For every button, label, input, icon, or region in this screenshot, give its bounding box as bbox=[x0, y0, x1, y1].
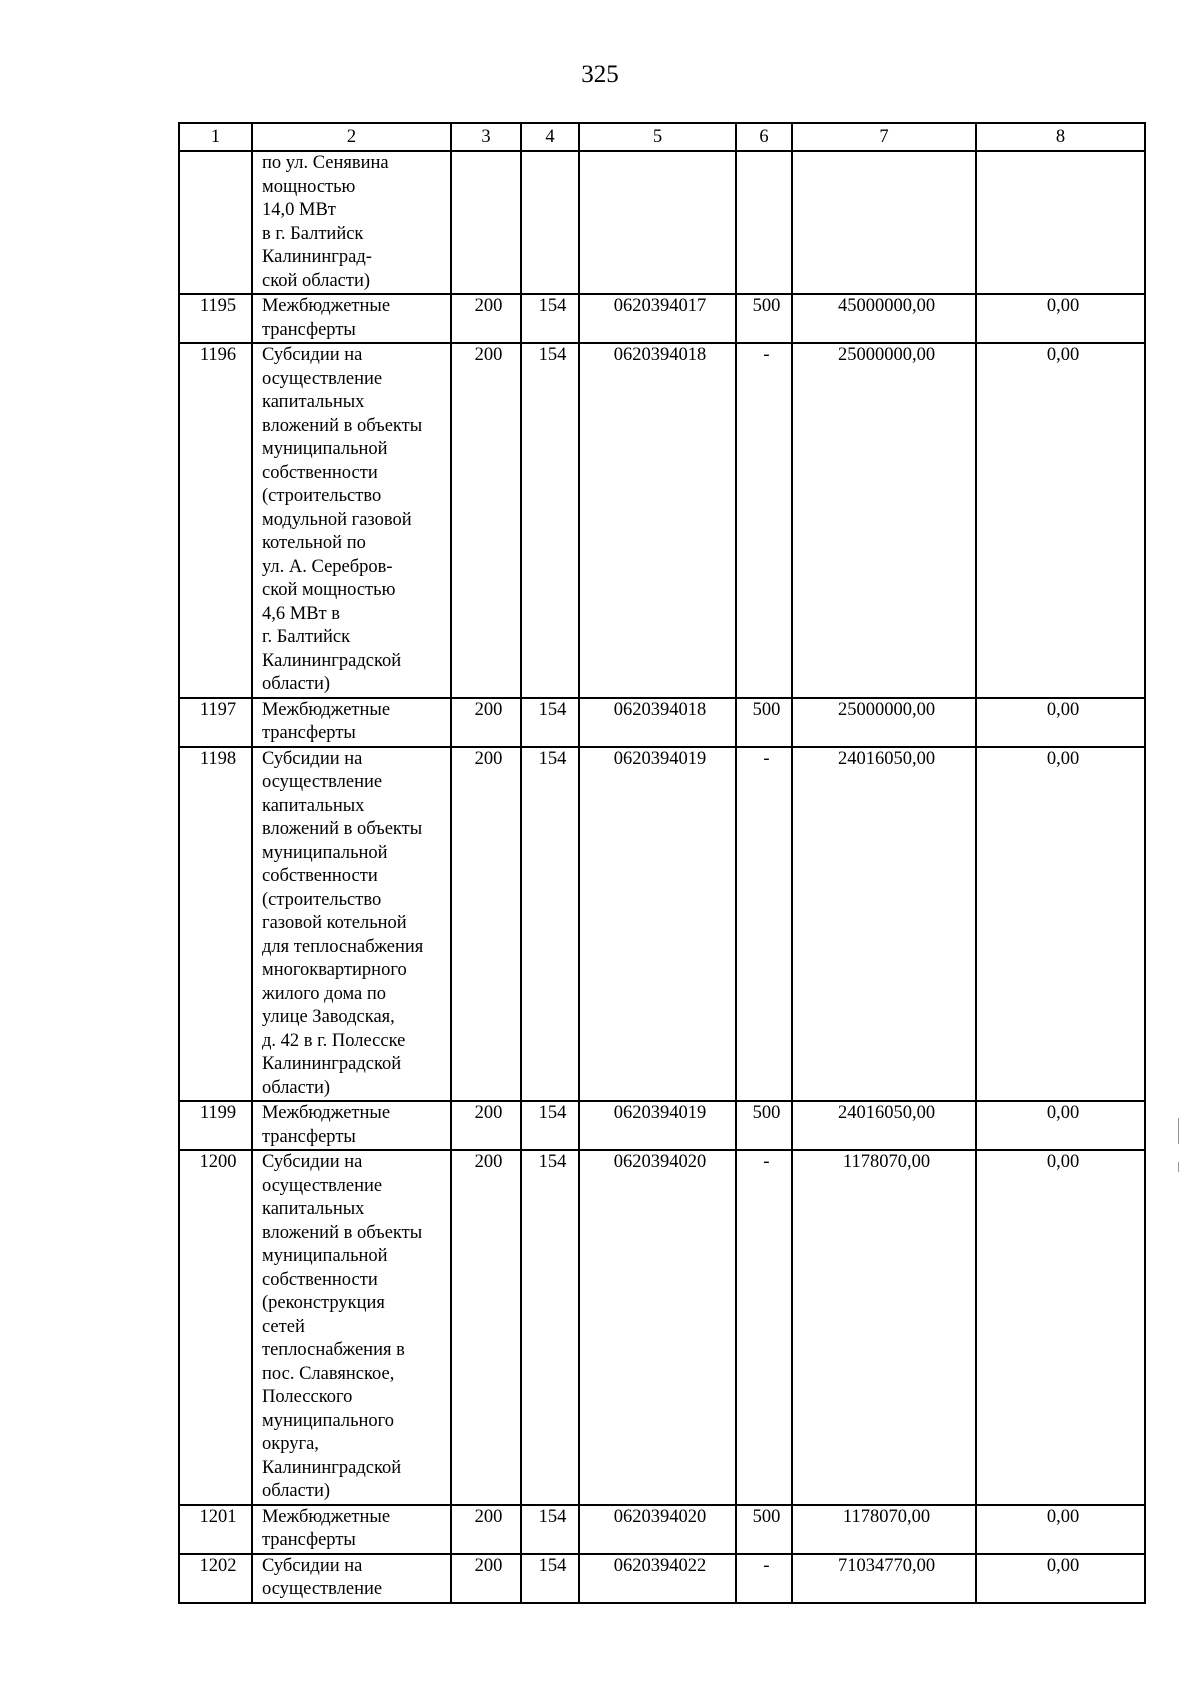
code-4-cell: 154 bbox=[521, 1505, 579, 1554]
expense-type-cell: 500 bbox=[736, 698, 792, 747]
amount-col-8-cell: 0,00 bbox=[976, 1505, 1145, 1554]
item-name-line: осуществление bbox=[262, 1579, 383, 1599]
item-name-line: осуществление bbox=[262, 368, 383, 389]
item-name-line: ской области) bbox=[262, 270, 371, 291]
item-name-cell bbox=[252, 343, 451, 698]
item-name-line: сетей bbox=[262, 1316, 305, 1337]
item-name-line: модульной газовой bbox=[262, 509, 412, 530]
table-row bbox=[179, 151, 1145, 294]
table-row bbox=[179, 294, 1145, 343]
column-header: 3 bbox=[451, 123, 521, 151]
row-number-cell: 1202 bbox=[179, 1554, 252, 1603]
item-name-line: области) bbox=[262, 1077, 331, 1098]
item-name-line: (строительство bbox=[262, 486, 382, 506]
row-number-cell: 1199 bbox=[179, 1101, 252, 1150]
column-header: 5 bbox=[579, 123, 736, 151]
expense-type-cell: 500 bbox=[736, 1101, 792, 1150]
column-header: 4 bbox=[521, 123, 579, 151]
header-row bbox=[179, 123, 1145, 151]
item-name-line: Калининград- bbox=[262, 247, 372, 267]
target-article-code-cell bbox=[579, 151, 736, 294]
item-name-line: (реконструкция bbox=[262, 1293, 385, 1313]
item-name-line: по ул. Сенявина bbox=[262, 153, 389, 173]
item-name-line: капитальных bbox=[262, 1199, 365, 1219]
amount-cell: 1178070,00 bbox=[792, 1150, 976, 1505]
scan-mark bbox=[1178, 1162, 1179, 1172]
item-name-cell bbox=[252, 151, 451, 294]
item-name-line: трансферты bbox=[262, 1530, 356, 1550]
amount-cell: 71034770,00 bbox=[792, 1554, 976, 1603]
amount-col-8-cell: 0,00 bbox=[976, 294, 1145, 343]
item-name-line: округа, bbox=[262, 1434, 319, 1454]
item-name-line: Калининградской bbox=[262, 1054, 402, 1074]
item-name-line: (строительство bbox=[262, 889, 382, 910]
item-name-line: муниципального bbox=[262, 1410, 395, 1431]
item-name-line: Субсидии на bbox=[262, 1152, 363, 1172]
column-header: 6 bbox=[736, 123, 792, 151]
item-name-line: газовой котельной bbox=[262, 913, 407, 933]
item-name-line: собственности bbox=[262, 866, 378, 886]
item-name-line: собственности bbox=[262, 1269, 378, 1290]
code-3-cell: 200 bbox=[451, 698, 521, 747]
budget-table bbox=[178, 122, 1146, 1604]
item-name-line: Полесского bbox=[262, 1387, 353, 1407]
item-name-line: области) bbox=[262, 1481, 331, 1501]
table-row bbox=[179, 698, 1145, 747]
expense-type-cell: - bbox=[736, 747, 792, 1102]
code-3-cell: 200 bbox=[451, 747, 521, 1102]
expense-type-cell: 500 bbox=[736, 1505, 792, 1554]
code-4-cell: 154 bbox=[521, 698, 579, 747]
amount-cell: 25000000,00 bbox=[792, 343, 976, 698]
item-name-line: ул. А. Серебров- bbox=[262, 556, 393, 577]
amount-cell: 1178070,00 bbox=[792, 1505, 976, 1554]
expense-type-cell: 500 bbox=[736, 294, 792, 343]
code-4-cell: 154 bbox=[521, 1150, 579, 1505]
table-row bbox=[179, 1505, 1145, 1554]
amount-col-8-cell: 0,00 bbox=[976, 698, 1145, 747]
item-name-line: котельной по bbox=[262, 533, 366, 553]
item-name-cell bbox=[252, 1554, 451, 1603]
table-row bbox=[179, 343, 1145, 698]
expense-type-cell: - bbox=[736, 343, 792, 698]
item-name-line: в г. Балтийск bbox=[262, 223, 364, 244]
item-name-line: 14,0 МВт bbox=[262, 200, 336, 220]
amount-cell: 25000000,00 bbox=[792, 698, 976, 747]
code-3-cell: 200 bbox=[451, 1505, 521, 1554]
item-name-line: г. Балтийск bbox=[262, 627, 351, 647]
code-4-cell: 154 bbox=[521, 1101, 579, 1150]
amount-cell bbox=[792, 151, 976, 294]
item-name-line: вложений в объекты bbox=[262, 415, 423, 436]
item-name-line: пос. Славянское, bbox=[262, 1363, 395, 1384]
item-name-line: осуществление bbox=[262, 772, 383, 792]
item-name-cell bbox=[252, 1101, 451, 1150]
item-name-line: 4,6 МВт в bbox=[262, 603, 340, 624]
item-name-line: ской мощностью bbox=[262, 580, 396, 600]
item-name-line: области) bbox=[262, 674, 331, 694]
expense-type-cell bbox=[736, 151, 792, 294]
code-3-cell: 200 bbox=[451, 1554, 521, 1603]
amount-cell: 24016050,00 bbox=[792, 747, 976, 1102]
item-name-line: Межбюджетные bbox=[262, 699, 391, 720]
row-number-cell: 1198 bbox=[179, 747, 252, 1102]
item-name-line: собственности bbox=[262, 462, 378, 483]
code-3-cell: 200 bbox=[451, 1101, 521, 1150]
amount-col-8-cell: 0,00 bbox=[976, 1150, 1145, 1505]
column-header: 1 bbox=[179, 123, 252, 151]
table-row bbox=[179, 1101, 1145, 1150]
amount-col-8-cell bbox=[976, 151, 1145, 294]
item-name-line: Межбюджетные bbox=[262, 296, 391, 316]
table-row bbox=[179, 1150, 1145, 1505]
code-4-cell: 154 bbox=[521, 343, 579, 698]
table-body bbox=[179, 151, 1145, 1603]
target-article-code-cell: 0620394018 bbox=[579, 343, 736, 698]
item-name-line: Межбюджетные bbox=[262, 1506, 391, 1527]
item-name-line: мощностью bbox=[262, 176, 356, 197]
item-name-line: трансферты bbox=[262, 1126, 356, 1147]
row-number-cell: 1197 bbox=[179, 698, 252, 747]
item-name-line: для теплоснабжения bbox=[262, 936, 424, 957]
item-name-line: теплоснабжения в bbox=[262, 1340, 405, 1360]
item-name-line: Калининградской bbox=[262, 1457, 402, 1478]
code-3-cell: 200 bbox=[451, 1150, 521, 1505]
row-number-cell: 1201 bbox=[179, 1505, 252, 1554]
item-name-cell bbox=[252, 294, 451, 343]
item-name-line: вложений в объекты bbox=[262, 819, 423, 839]
row-number-cell: 1196 bbox=[179, 343, 252, 698]
code-3-cell: 200 bbox=[451, 294, 521, 343]
table-row bbox=[179, 1554, 1145, 1603]
item-name-cell bbox=[252, 747, 451, 1102]
target-article-code-cell: 0620394019 bbox=[579, 747, 736, 1102]
expense-type-cell: - bbox=[736, 1554, 792, 1603]
target-article-code-cell: 0620394020 bbox=[579, 1505, 736, 1554]
item-name-line: муниципальной bbox=[262, 439, 388, 459]
target-article-code-cell: 0620394022 bbox=[579, 1554, 736, 1603]
item-name-line: вложений в объекты bbox=[262, 1222, 423, 1243]
column-header: 7 bbox=[792, 123, 976, 151]
column-header: 2 bbox=[252, 123, 451, 151]
target-article-code-cell: 0620394018 bbox=[579, 698, 736, 747]
item-name-line: муниципальной bbox=[262, 842, 388, 863]
item-name-line: жилого дома по bbox=[262, 983, 387, 1004]
table-row bbox=[179, 747, 1145, 1102]
code-4-cell: 154 bbox=[521, 294, 579, 343]
column-header: 8 bbox=[976, 123, 1145, 151]
amount-cell: 24016050,00 bbox=[792, 1101, 976, 1150]
item-name-line: капитальных bbox=[262, 795, 365, 816]
item-name-line: Субсидии на bbox=[262, 345, 363, 365]
code-4-cell: 154 bbox=[521, 747, 579, 1102]
amount-col-8-cell: 0,00 bbox=[976, 1101, 1145, 1150]
item-name-line: трансферты bbox=[262, 319, 356, 340]
item-name-line: муниципальной bbox=[262, 1246, 388, 1266]
item-name-line: осуществление bbox=[262, 1175, 383, 1196]
item-name-line: трансферты bbox=[262, 723, 356, 743]
item-name-line: капитальных bbox=[262, 392, 365, 412]
target-article-code-cell: 0620394019 bbox=[579, 1101, 736, 1150]
amount-col-8-cell: 0,00 bbox=[976, 343, 1145, 698]
item-name-line: Калининградской bbox=[262, 650, 402, 671]
item-name-line: Межбюджетные bbox=[262, 1103, 391, 1123]
row-number-cell bbox=[179, 151, 252, 294]
amount-col-8-cell: 0,00 bbox=[976, 747, 1145, 1102]
item-name-line: д. 42 в г. Полесске bbox=[262, 1030, 406, 1051]
item-name-cell bbox=[252, 1505, 451, 1554]
page-number: 325 bbox=[581, 61, 619, 88]
amount-col-8-cell: 0,00 bbox=[976, 1554, 1145, 1603]
item-name-line: многоквартирного bbox=[262, 960, 407, 980]
item-name-line: улице Заводская, bbox=[262, 1007, 395, 1027]
item-name-cell bbox=[252, 1150, 451, 1505]
item-name-cell bbox=[252, 698, 451, 747]
row-number-cell: 1200 bbox=[179, 1150, 252, 1505]
code-3-cell bbox=[451, 151, 521, 294]
code-4-cell: 154 bbox=[521, 1554, 579, 1603]
amount-cell: 45000000,00 bbox=[792, 294, 976, 343]
row-number-cell: 1195 bbox=[179, 294, 252, 343]
target-article-code-cell: 0620394017 bbox=[579, 294, 736, 343]
target-article-code-cell: 0620394020 bbox=[579, 1150, 736, 1505]
code-3-cell: 200 bbox=[451, 343, 521, 698]
expense-type-cell: - bbox=[736, 1150, 792, 1505]
item-name-line: Субсидии на bbox=[262, 1555, 363, 1576]
item-name-line: Субсидии на bbox=[262, 748, 363, 769]
code-4-cell bbox=[521, 151, 579, 294]
scan-mark bbox=[1178, 1118, 1179, 1144]
